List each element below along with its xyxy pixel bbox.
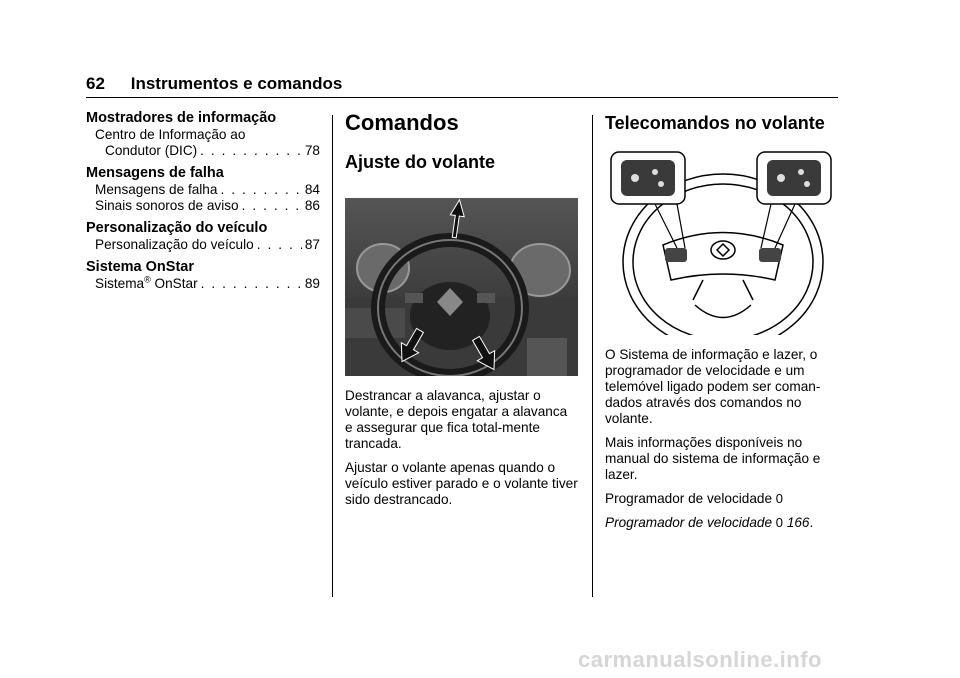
subsection-title: Ajuste do volante: [345, 152, 496, 172]
steering-wheel-controls-illustration: [605, 150, 837, 335]
toc-entry-label: Sinais sonoros de aviso: [95, 198, 239, 213]
page-header-title: Instrumentos e comandos: [130, 74, 343, 93]
leader-dots: [242, 198, 302, 214]
cross-reference[interactable]: Programador de velocidade 0 166.: [605, 515, 814, 530]
header-rule: [86, 97, 838, 98]
reference-page: 166: [786, 515, 810, 530]
toc-entry-label: Mensagens de falha: [95, 182, 218, 197]
toc-entry[interactable]: [86, 276, 320, 292]
toc-page: 87: [304, 237, 320, 252]
steering-wheel-photo: [345, 198, 578, 376]
toc-page: 78: [304, 143, 320, 158]
steering-controls-image: [605, 150, 837, 339]
toc-column: [86, 110, 320, 292]
toc-entry[interactable]: [86, 198, 320, 214]
watermark: carmanualsonline.info: [578, 647, 822, 672]
registered-mark: ®: [144, 274, 151, 285]
column-divider-2: [592, 115, 593, 597]
toc-heading: Personalização do veículo: [86, 220, 268, 236]
toc-page: 86: [304, 198, 320, 213]
leader-dots: [257, 237, 302, 253]
paragraph: Ajustar o volante apenas quando o veículo estiver parado e o volante tiver sido destrancado.: [345, 460, 578, 507]
toc-entry: Centro de Informação ao: [95, 127, 246, 142]
toc-page: 84: [304, 182, 320, 197]
paragraph: O Sistema de informação e lazer, o programador de velocidade e um telemóvel ligado podem ser coman-dados através dos comandos no volante.: [605, 347, 821, 426]
page-header: [86, 74, 342, 94]
section-title: Telecomandos no volante: [605, 113, 825, 133]
paragraph: Mais informações disponíveis no manual do sistema de informação e lazer.: [605, 435, 821, 482]
paragraph: Programador de velocidade 0: [605, 491, 784, 506]
reference-link[interactable]: Programador de velocidade: [605, 515, 773, 530]
toc-entry-label: Personalização do veículo: [95, 237, 254, 252]
leader-dots: [200, 143, 302, 159]
reference-icon: 0: [775, 515, 784, 530]
reference-icon: 0: [775, 491, 784, 506]
toc-heading: Sistema OnStar: [86, 259, 194, 275]
toc-entry[interactable]: [86, 182, 320, 198]
toc-entry[interactable]: [86, 237, 320, 253]
right-column: [605, 110, 837, 539]
toc-entry[interactable]: [86, 143, 320, 159]
column-divider-1: [332, 115, 333, 597]
leader-dots: [201, 276, 302, 292]
toc-page: 89: [304, 276, 320, 291]
page-number: 62: [86, 74, 105, 93]
toc-heading: Mostradores de informação: [86, 110, 277, 126]
toc-entry-label: Condutor (DIC): [105, 143, 198, 158]
steering-adjust-image: [345, 198, 578, 380]
middle-column: [345, 110, 578, 516]
leader-dots: [220, 182, 301, 198]
section-title: Comandos: [345, 110, 459, 135]
paragraph: Destrancar a alavanca, ajustar o volante, e depois engatar a alavanca e assegurar que fica total-mente trancada.: [345, 388, 568, 451]
toc-entry-label: Sistema® OnStar: [95, 274, 198, 291]
toc-heading: Mensagens de falha: [86, 165, 224, 181]
